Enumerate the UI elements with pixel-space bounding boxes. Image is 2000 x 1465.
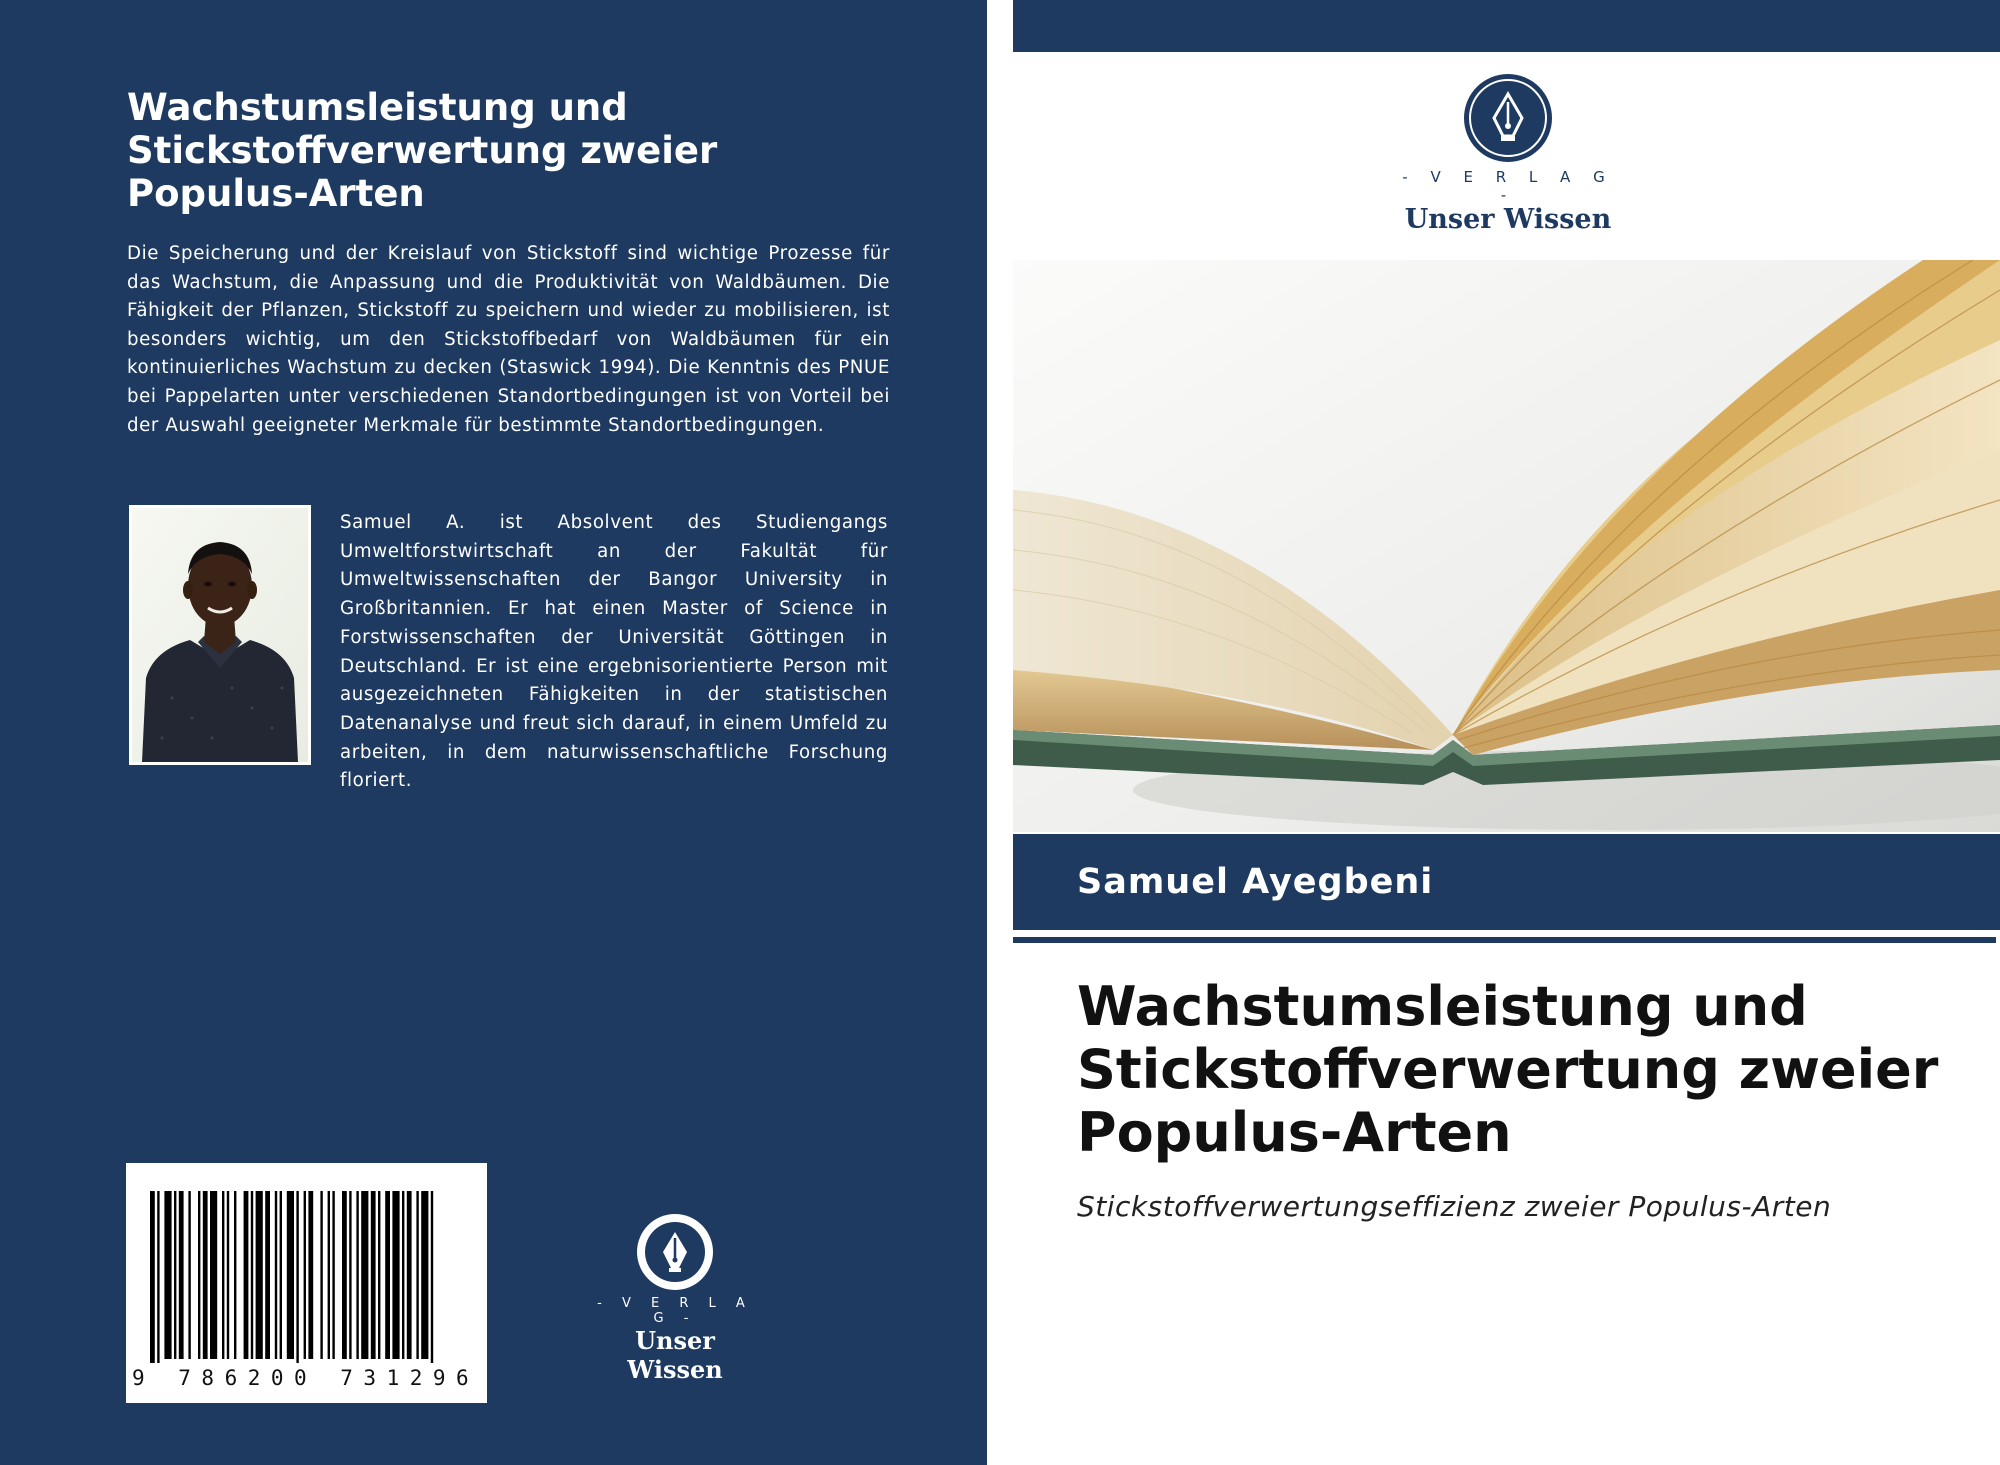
barcode-bars <box>126 1163 487 1363</box>
barcode-bar <box>210 1191 217 1359</box>
back-cover-title: Wachstumsleistung und Stickstoffverwertung zweier Populus-Arten <box>127 86 718 215</box>
author-portrait <box>129 505 311 765</box>
logo-name: Unser Wissen <box>627 1326 723 1384</box>
barcode-bar <box>378 1191 380 1359</box>
front-top-bar <box>1013 0 2000 52</box>
barcode <box>126 1163 487 1403</box>
author-bio: Samuel A. ist Absolvent des Studiengangs Umweltforstwirtschaft an der Fakultät für Umweltwissenschaften der Bangor University in Großbritannien. Er hat einen Master of Science in Forstwissenschaften der Universität Göttingen in Deutschland. Er ist eine ergebnisorientierte Person mit ausgezeichneten Fähigkeiten in der statistischen Datenanalyse und freut sich darauf, in einem Umfeld zu arbeiten, in dem naturwissenschaftliche Forschung floriert. <box>340 512 888 792</box>
barcode-bar <box>150 1191 155 1363</box>
divider-rule <box>1013 937 1996 943</box>
back-publisher-logo <box>588 1212 762 1384</box>
barcode-bar <box>244 1191 249 1359</box>
barcode-bar <box>174 1191 176 1359</box>
front-author-name: Samuel Ayegbeni <box>1077 862 1434 902</box>
barcode-bar <box>227 1191 229 1359</box>
barcode-bar <box>304 1191 306 1359</box>
barcode-bar <box>203 1191 208 1359</box>
front-cover-title: Wachstumsleistung und Stickstoffverwertung zweier Populus-Arten <box>1077 975 1939 1164</box>
barcode-bar <box>256 1191 263 1359</box>
front-cover-subtitle: Stickstoffverwertungseffizienz zweier Populus-Arten <box>1077 1190 1832 1223</box>
barcode-bar <box>332 1191 334 1359</box>
back-cover <box>0 0 987 1465</box>
barcode-bar <box>179 1191 184 1359</box>
barcode-bar <box>287 1191 294 1359</box>
open-book-image <box>1013 260 2000 832</box>
front-cover <box>1013 0 2000 1465</box>
barcode-bar <box>234 1191 236 1359</box>
logo-verlag-label: - V E R L A G - <box>1402 168 1614 204</box>
barcode-bar <box>407 1191 412 1359</box>
logo-name: Unser Wissen <box>1404 204 1612 235</box>
barcode-bar <box>188 1191 190 1359</box>
barcode-bar <box>431 1191 433 1363</box>
barcode-bar <box>265 1191 270 1359</box>
fountain-pen-nib-icon <box>635 1212 715 1292</box>
barcode-bar <box>308 1191 313 1359</box>
barcode-bar <box>280 1191 282 1359</box>
logo-verlag-label: - V E R L A G - <box>597 1296 753 1326</box>
barcode-bar <box>356 1191 358 1359</box>
barcode-bar <box>320 1191 322 1359</box>
barcode-bar <box>328 1191 330 1359</box>
barcode-bar <box>275 1191 277 1359</box>
barcode-bar <box>392 1191 399 1359</box>
front-publisher-logo <box>1393 72 1623 235</box>
barcode-bar <box>296 1191 298 1363</box>
barcode-bar <box>371 1191 376 1359</box>
barcode-bar <box>361 1191 368 1359</box>
barcode-bar <box>402 1191 404 1359</box>
barcode-bar <box>421 1191 428 1359</box>
barcode-bar <box>385 1191 390 1359</box>
barcode-bar <box>342 1191 347 1359</box>
barcode-bar <box>164 1191 171 1359</box>
barcode-bar <box>251 1191 253 1359</box>
barcode-bar <box>222 1191 224 1359</box>
barcode-bar <box>157 1191 159 1363</box>
isbn-number: 9 786200 731296 <box>132 1366 480 1390</box>
barcode-bar <box>416 1191 418 1359</box>
fountain-pen-nib-icon <box>1462 72 1554 164</box>
barcode-bar <box>349 1191 351 1359</box>
barcode-bar <box>198 1191 200 1359</box>
back-cover-abstract: Die Speicherung und der Kreislauf von Stickstoff sind wichtige Prozesse für das Wachstum, die Anpassung und die Produktivität von Waldbäumen. Die Fähigkeit der Pflanzen, Stickstoff zu speichern und wieder zu mobilisieren, ist besonders wichtig, um den Stickstoffbedarf von Waldbäumen für ein kontinuierliches Wachstum zu decken (Staswick 1994). Die Kenntnis des PNUE bei Pappelarten unter verschiedenen Standortbedingungen ist von Vorteil bei der Auswahl geeigneter Merkmale für bestimmte Standortbedingungen. <box>127 243 890 436</box>
